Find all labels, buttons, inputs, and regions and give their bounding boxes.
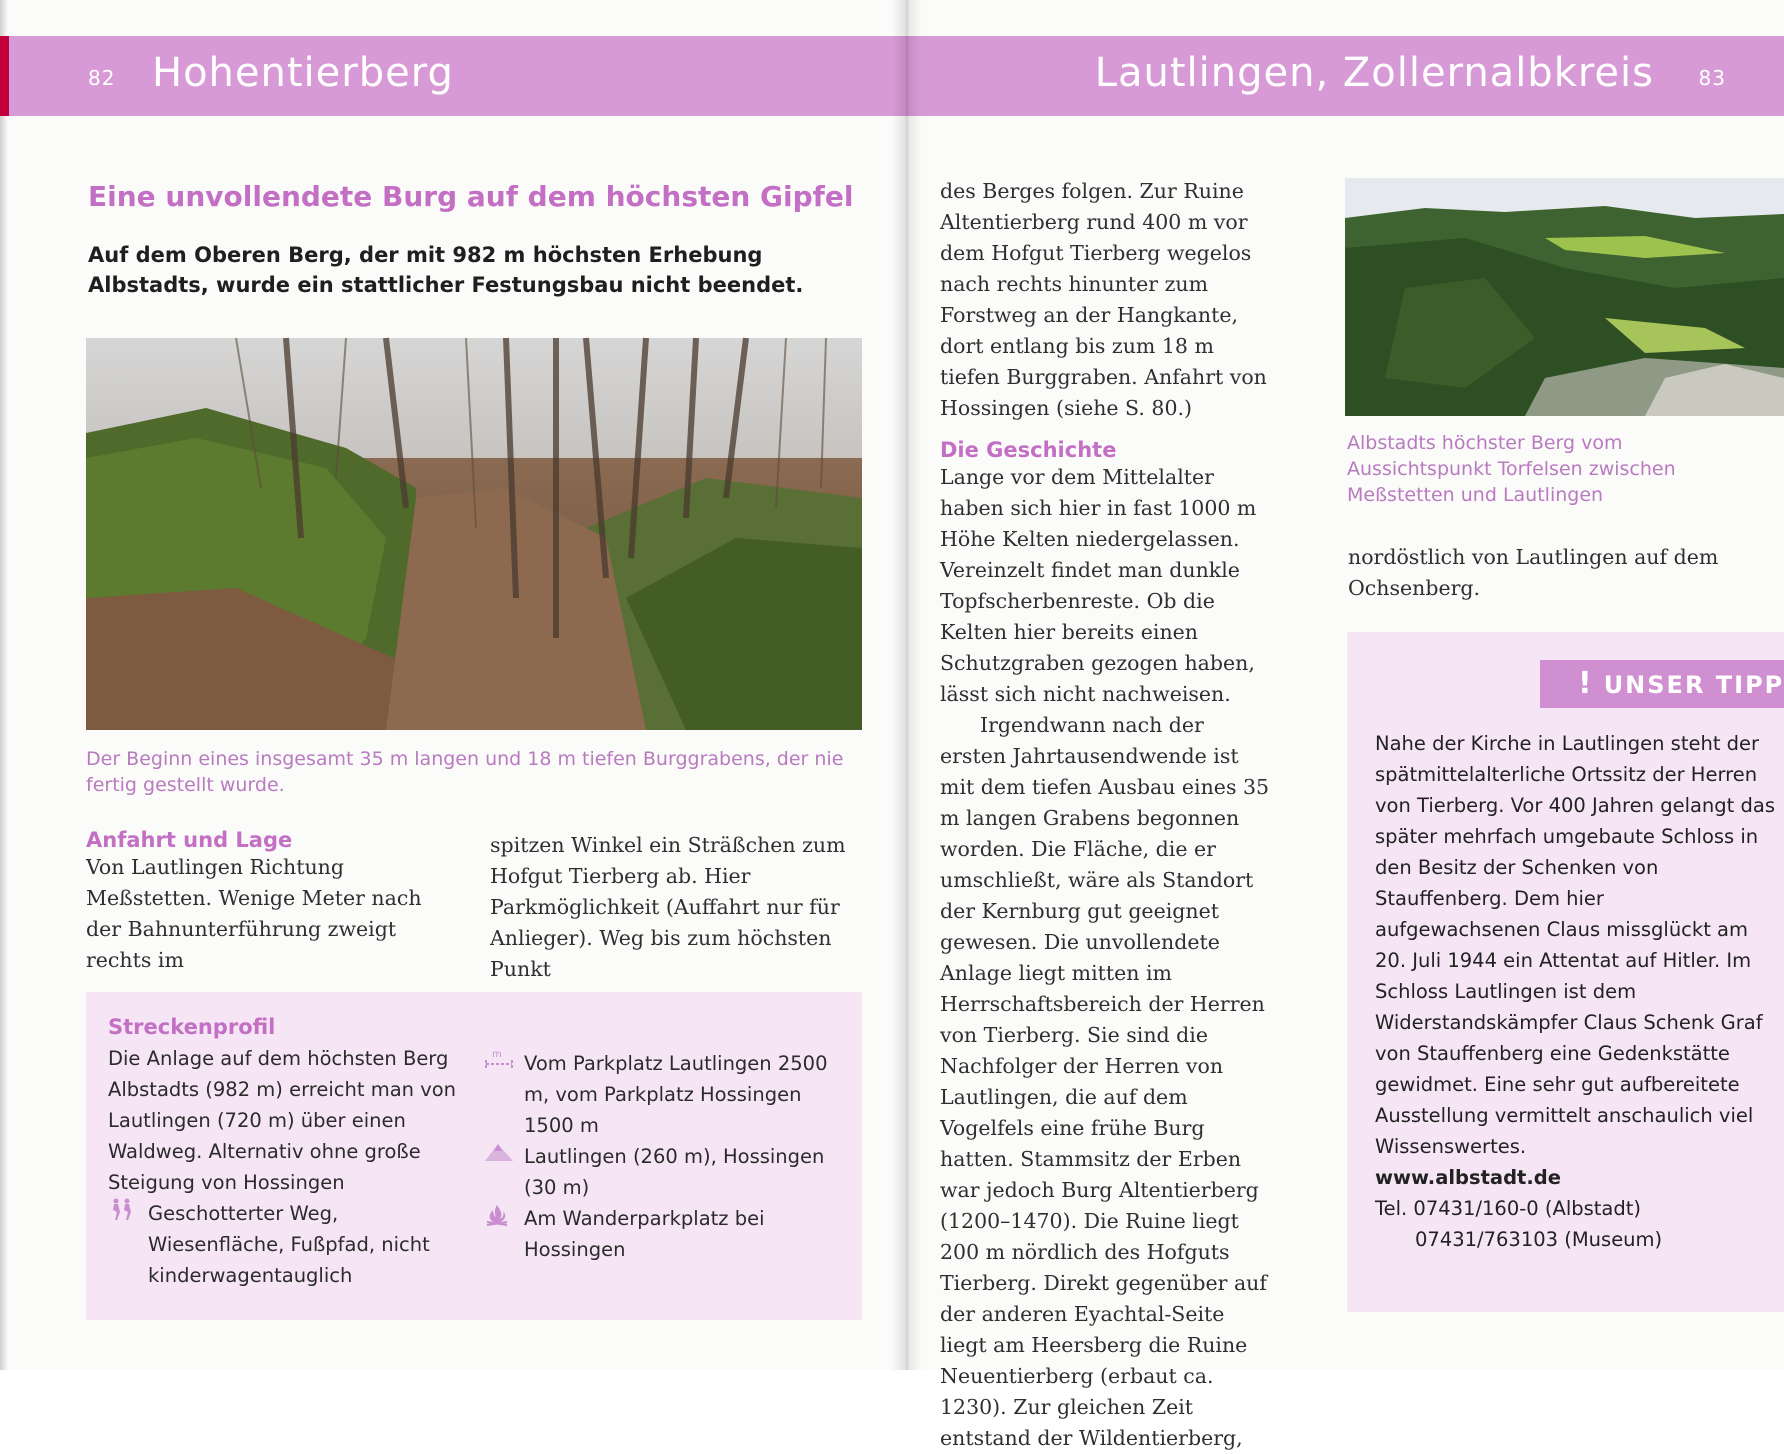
tip-phone-2: 07431/763103 (Museum) bbox=[1415, 1228, 1663, 1251]
castle-moat-photo bbox=[86, 338, 862, 730]
article-lead: Auf dem Oberen Berg, der mit 982 m höchsten Erhebung Albstadts, wurde ein stattlicher Festungsbau nicht beendet. bbox=[88, 243, 804, 297]
ochsenberg-text: nordöstlich von Lautlingen auf dem Ochsenberg. bbox=[1348, 545, 1719, 600]
route-profile-surface-text: Geschotterter Weg, Wiesenfläche, Fußpfad, nicht kinderwagentauglich bbox=[148, 1202, 430, 1287]
tip-text: Nahe der Kirche in Lautlingen steht der spätmittelalterliche Ortssitz der Herren von Tierberg. Vor 400 Jahren gelangt das später mehrfach umgebaute Schloss in den Besitz der Schenken von Stauffenberg. Dem hier aufgewachsenen Claus missglückt am 20. Juli 1944 ein Attentat auf Hitler. Im Schloss Lautlingen ist dem Widerstandskämpfer Claus Schenk Graf von Stauffenberg eine Gedenkstätte gewidmet. Eine sehr gut aufbereitete Ausstellung vermittelt anschaulich viel Wissenswertes. bbox=[1375, 732, 1775, 1158]
running-head-right: Lautlingen, Zollernalbkreis bbox=[1094, 50, 1654, 96]
valley-view-photo bbox=[1345, 178, 1784, 416]
tip-label-text: UNSER TIPP bbox=[1603, 671, 1784, 699]
history-column bbox=[940, 176, 1276, 1454]
tip-content bbox=[1375, 728, 1775, 1255]
distance-icon bbox=[484, 1048, 514, 1141]
elevation-icon bbox=[484, 1141, 514, 1203]
directions-text-2: spitzen Winkel ein Sträßchen zum Hofgut Tierberg ab. Hier Parkmöglichkeit (Auffahrt nur für Anlieger). Weg bis zum höchsten Punkt bbox=[490, 833, 846, 981]
right-page bbox=[907, 0, 1784, 1450]
route-profile-parking-text: Am Wanderparkplatz bei Hossingen bbox=[524, 1207, 765, 1261]
article-headline: Eine unvollendete Burg auf dem höchsten Gipfel bbox=[88, 180, 854, 213]
tip-box bbox=[1347, 632, 1784, 1312]
directions-continued-text: des Berges folgen. Zur Ruine Altentierberg rund 400 m vor dem Hofgut Tierberg wegelos nach rechts hinunter zum Forstweg an der Hangkante, dort entlang bis zum 18 m tiefen Burggraben. Anfahrt von Hossingen (siehe S. 80.) bbox=[940, 179, 1267, 420]
route-profile-distance-text: Vom Parkplatz Lautlingen 2500 m, vom Parkplatz Hossingen 1500 m bbox=[524, 1052, 828, 1137]
directions-text-1: Von Lautlingen Richtung Meßstetten. Wenige Meter nach der Bahnunterführung zweigt rechts im bbox=[86, 855, 422, 972]
route-profile-box bbox=[86, 992, 862, 1320]
tip-website-link[interactable]: www.albstadt.de bbox=[1375, 1166, 1561, 1189]
photo-caption-main: Der Beginn eines insgesamt 35 m langen und 18 m tiefen Burggrabens, der nie fertig gestellt wurde. bbox=[86, 748, 844, 796]
route-profile-elevation-text: Lautlingen (260 m), Hossingen (30 m) bbox=[524, 1145, 825, 1199]
history-paragraph-2: Irgendwann nach der ersten Jahrtausendwende ist mit dem tiefen Ausbau eines 35 m langen Grabens begonnen worden. Die Fläche, die er umschließt, wäre als Standort der Kernburg gut geeignet gewesen. Die unvollendete Anlage liegt mitten im Herrschaftsbereich der Herren von Tierberg. Sie sind die Nachfolger der Herren von Lautlingen, die auf dem Vogelfels eine frühe Burg hatten. Stammsitz der Erben war jedoch Burg Altentierberg (1200–1470). Die Ruine liegt 200 m nördlich des Hofguts Tierberg. Direkt gegenüber auf der anderen Eyachtal-Seite liegt am Heersberg die Ruine Neuentierberg (erbaut ca. 1230). Zur gleichen Zeit entstand der Wildentierberg, bbox=[940, 713, 1270, 1450]
route-profile-item-distance bbox=[484, 1048, 844, 1141]
route-profile-heading: Streckenprofil bbox=[108, 1015, 276, 1039]
section-heading-directions: Anfahrt und Lage bbox=[86, 828, 293, 852]
route-profile-item-elevation bbox=[484, 1141, 844, 1203]
route-profile-item-parking bbox=[484, 1203, 844, 1265]
directions-column-1 bbox=[86, 828, 452, 976]
route-profile-left bbox=[108, 1012, 458, 1291]
hiker-icon bbox=[108, 1198, 138, 1291]
section-heading-history: Die Geschichte bbox=[940, 438, 1117, 462]
tip-label bbox=[1540, 660, 1784, 708]
page-number-left: 82 bbox=[88, 66, 116, 90]
page-number-right: 83 bbox=[1698, 66, 1726, 90]
campfire-icon bbox=[484, 1203, 514, 1265]
tip-phone-1: Tel. 07431/160-0 (Albstadt) bbox=[1375, 1197, 1642, 1220]
left-page bbox=[0, 0, 907, 1370]
running-head-left: Hohentierberg bbox=[152, 50, 454, 96]
page-edge bbox=[0, 0, 8, 1370]
exclamation-icon: ! bbox=[1578, 666, 1594, 701]
svg-text:m: m bbox=[492, 1049, 502, 1060]
red-tab-marker bbox=[0, 36, 9, 116]
route-profile-intro: Die Anlage auf dem höchsten Berg Albstadts (982 m) erreicht man von Lautlingen (720 m) über einen Waldweg. Alternativ ohne große Steigung von Hossingen bbox=[108, 1047, 457, 1194]
history-paragraph-1: Lange vor dem Mittelalter haben sich hier in fast 1000 m Höhe Kelten niedergelassen. Vereinzelt findet man dunkle Topfscherbenreste. Ob die Kelten hier bereits einen Schutzgraben gezogen haben, lässt sich nicht nachweisen. bbox=[940, 465, 1257, 706]
route-profile-right bbox=[484, 1048, 844, 1265]
route-profile-item-surface bbox=[108, 1198, 458, 1291]
photo-caption-side: Albstadts höchster Berg vom Aussichtspunkt Torfelsen zwischen Meßstetten und Lautlingen bbox=[1347, 432, 1676, 506]
history-text bbox=[940, 462, 1276, 1454]
